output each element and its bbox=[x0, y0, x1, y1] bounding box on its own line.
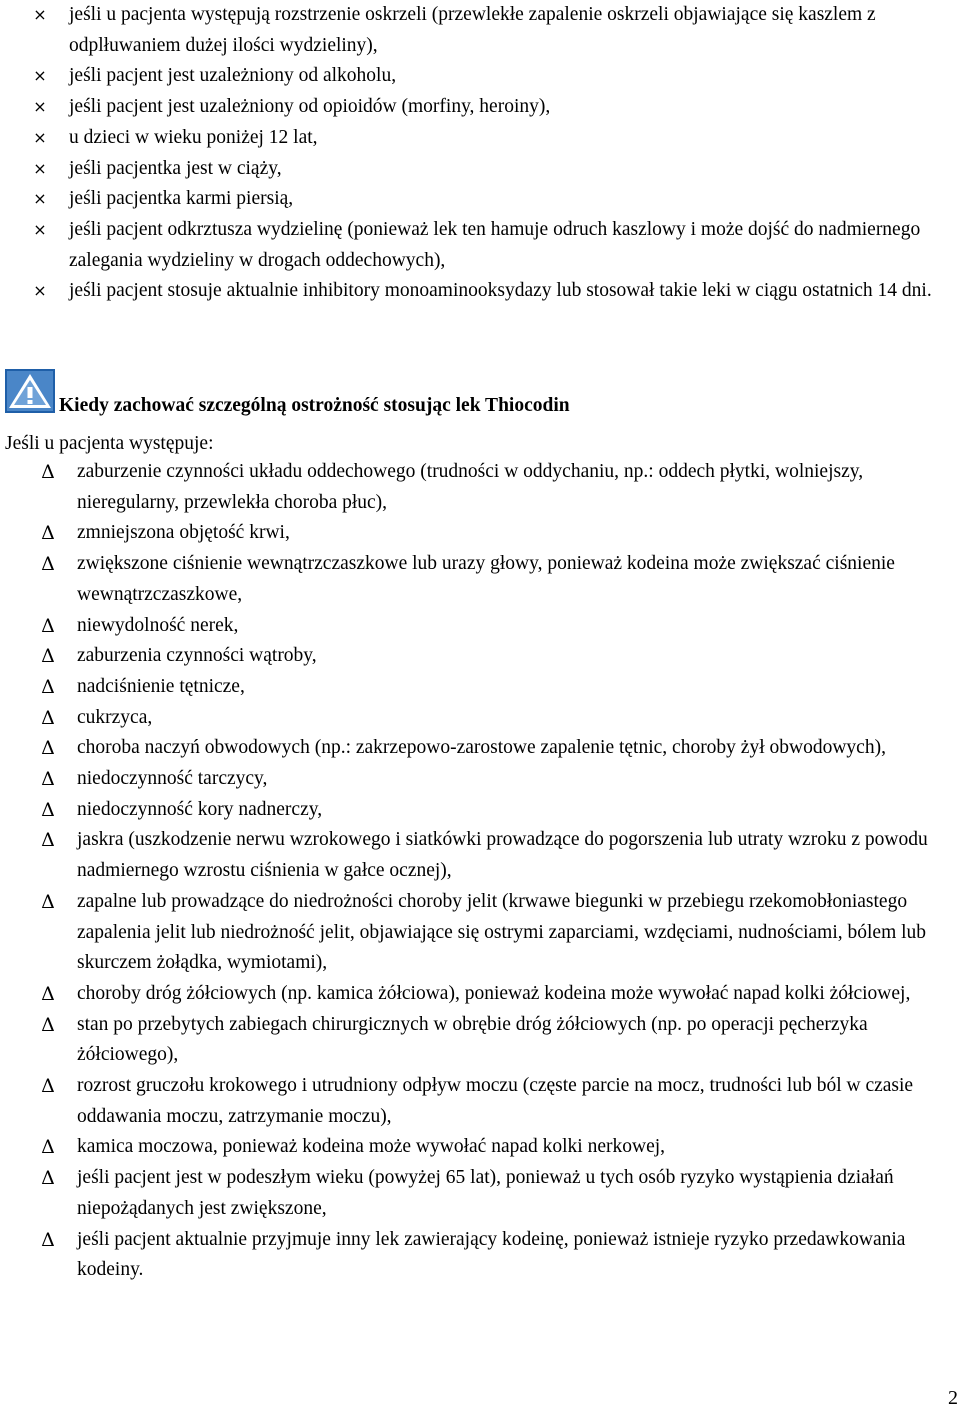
list-item bbox=[0, 92, 960, 123]
x-bullet-icon: × bbox=[33, 127, 47, 147]
warning-icon bbox=[4, 368, 56, 414]
list-item-text: zmniejszona objętość krwi, bbox=[77, 522, 290, 544]
delta-bullet-icon: Δ bbox=[41, 675, 55, 698]
section-intro: Jeśli u pacjenta występuje: bbox=[5, 433, 214, 454]
list-item bbox=[0, 1132, 960, 1163]
delta-bullet-icon: Δ bbox=[41, 1228, 55, 1251]
delta-bullet-icon: Δ bbox=[41, 829, 55, 852]
list-item bbox=[0, 733, 960, 764]
list-item-text: kamica moczowa, ponieważ kodeina może wywołać napad kolki nerkowej, bbox=[77, 1136, 666, 1158]
list-item-text: jeśli pacjent odkrztusza wydzielinę (ponieważ lek ten hamuje odruch kaszlowy i może dojść do nadmiernego zalegania wydzieliny w drogach oddechowych), bbox=[69, 218, 921, 271]
list-item-text: jeśli pacjent jest uzależniony od alkoholu, bbox=[69, 65, 397, 87]
x-bullet-icon: × bbox=[33, 5, 47, 24]
list-item-text: jeśli pacjentka karmi piersią, bbox=[69, 188, 294, 210]
list-item bbox=[0, 215, 960, 276]
x-bullet-icon: × bbox=[33, 158, 47, 178]
list-item-text: niedoczynność tarczycy, bbox=[77, 768, 268, 790]
list-item-text: rozrost gruczołu krokowego i utrudniony odpływ moczu (częste parcie na mocz, trudności lub ból w czasie oddawania moczu, zatrzymanie moczu), bbox=[77, 1075, 914, 1127]
list-item bbox=[0, 764, 960, 795]
delta-bullet-icon: Δ bbox=[41, 768, 55, 791]
delta-bullet-icon: Δ bbox=[41, 1167, 55, 1190]
section-header bbox=[4, 368, 954, 416]
precautions-list bbox=[0, 457, 960, 1286]
delta-bullet-icon: Δ bbox=[41, 706, 55, 729]
list-item-text: u dzieci w wieku poniżej 12 lat, bbox=[69, 126, 318, 148]
list-item-text: jeśli pacjent aktualnie przyjmuje inny lek zawierający kodeinę, ponieważ istnieje ryzyko przedawkowania kodeiny. bbox=[77, 1228, 906, 1281]
list-item-text: jeśli pacjentka jest w ciąży, bbox=[69, 157, 282, 179]
list-item-text: zapalne lub prowadzące do niedrożności choroby jelit (krwawe biegunki w przebiegu rzekomobłoniastego zapalenia jelit lub niedrożność jelit, objawiające się ostrymi zaparciami, wzdęciami, nudnościami, bólem lub skurczem żołądka, wymiotami), bbox=[77, 890, 927, 974]
list-item-text: niedoczynność kory nadnerczy, bbox=[77, 798, 323, 820]
delta-bullet-icon: Δ bbox=[41, 737, 55, 760]
list-item-text: niewydolność nerek, bbox=[77, 614, 239, 636]
list-item bbox=[0, 1225, 960, 1286]
list-item bbox=[0, 795, 960, 826]
list-item-text: zwiększone ciśnienie wewnątrzczaszkowe lub urazy głowy, ponieważ kodeina może zwiększać ciśnienie wewnątrzczaszkowe, bbox=[77, 553, 895, 605]
delta-bullet-icon: Δ bbox=[41, 1013, 55, 1036]
list-item bbox=[0, 1071, 960, 1132]
page-number: 2 bbox=[948, 1387, 958, 1409]
x-bullet-icon: × bbox=[33, 97, 47, 117]
delta-bullet-icon: Δ bbox=[41, 1136, 55, 1159]
list-item bbox=[0, 1010, 960, 1071]
contraindications-list bbox=[0, 0, 960, 307]
list-item-text: nadciśnienie tętnicze, bbox=[77, 675, 245, 697]
list-item bbox=[0, 61, 960, 92]
list-item bbox=[0, 457, 960, 518]
list-item-text: jeśli pacjent stosuje aktualnie inhibitory monoaminooksydazy lub stosował takie leki w ciągu ostatnich 14 dni. bbox=[69, 280, 932, 302]
delta-bullet-icon: Δ bbox=[41, 461, 55, 483]
list-item bbox=[0, 672, 960, 703]
list-item bbox=[0, 0, 960, 61]
list-item bbox=[0, 1163, 960, 1224]
x-bullet-icon: × bbox=[33, 281, 47, 301]
delta-bullet-icon: Δ bbox=[41, 614, 55, 637]
list-item-text: choroba naczyń obwodowych (np.: zakrzepowo-zarostowe zapalenie tętnic, choroby żył obwodowych), bbox=[77, 737, 886, 759]
delta-bullet-icon: Δ bbox=[41, 522, 55, 545]
list-item-text: choroby dróg żółciowych (np. kamica żółciowa), ponieważ kodeina może wywołać napad kolki żółciowej, bbox=[77, 982, 911, 1004]
list-item-text: jeśli pacjent jest uzależniony od opioidów (morfiny, heroiny), bbox=[69, 96, 551, 118]
list-item bbox=[0, 154, 960, 185]
list-item bbox=[0, 703, 960, 734]
x-bullet-icon: × bbox=[33, 219, 47, 239]
list-item bbox=[0, 276, 960, 307]
list-item bbox=[0, 979, 960, 1010]
delta-bullet-icon: Δ bbox=[41, 890, 55, 913]
list-item-text: zaburzenia czynności wątroby, bbox=[77, 645, 317, 667]
list-item bbox=[0, 887, 960, 979]
delta-bullet-icon: Δ bbox=[41, 1075, 55, 1098]
list-item bbox=[0, 123, 960, 154]
x-bullet-icon: × bbox=[33, 66, 47, 86]
list-item-text: jeśli pacjent jest w podeszłym wieku (powyżej 65 lat), ponieważ u tych osób ryzyko wystąpienia działań niepożądanych jest zwiększone, bbox=[77, 1167, 894, 1219]
list-item bbox=[0, 641, 960, 672]
list-item bbox=[0, 184, 960, 215]
delta-bullet-icon: Δ bbox=[41, 798, 55, 821]
delta-bullet-icon: Δ bbox=[41, 982, 55, 1005]
list-item-text: stan po przebytych zabiegach chirurgicznych w obrębie dróg żółciowych (np. po operacji pęcherzyka żółciowego), bbox=[77, 1013, 868, 1066]
list-item bbox=[0, 518, 960, 549]
list-item bbox=[0, 611, 960, 642]
delta-bullet-icon: Δ bbox=[41, 553, 55, 576]
delta-bullet-icon: Δ bbox=[41, 645, 55, 668]
section-title: Kiedy zachować szczególną ostrożność stosując lek Thiocodin bbox=[59, 395, 570, 416]
list-item-text: cukrzyca, bbox=[77, 706, 153, 728]
list-item-text: jeśli u pacjenta występują rozstrzenie oskrzeli (przewlekłe zapalenie oskrzeli objawiające się kaszlem z odplłuwaniem dużej ilości wydzieliny), bbox=[69, 4, 876, 56]
list-item bbox=[0, 549, 960, 610]
list-item bbox=[0, 825, 960, 886]
list-item-text: jaskra (uszkodzenie nerwu wzrokowego i siatkówki prowadzące do pogorszenia lub utraty wzroku z powodu nadmiernego wzrostu ciśnienia w gałce ocznej), bbox=[77, 829, 928, 882]
x-bullet-icon: × bbox=[33, 189, 47, 209]
list-item-text: zaburzenie czynności układu oddechowego (trudności w oddychaniu, np.: oddech płytki, wolniejszy, nieregularny, przewlekła choroba płuc), bbox=[77, 461, 864, 513]
